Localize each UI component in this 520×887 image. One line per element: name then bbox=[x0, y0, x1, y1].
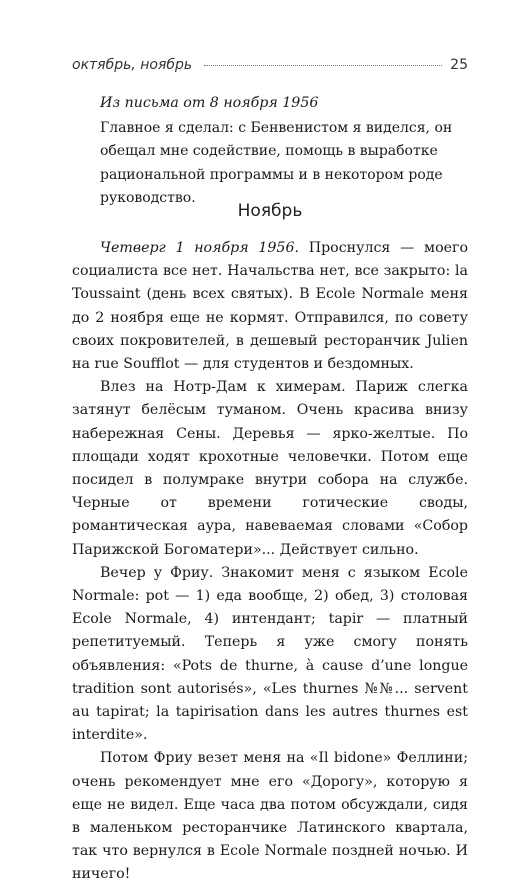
running-title: октябрь, ноябрь bbox=[72, 57, 193, 73]
paragraph-text: . Проснулся — моего социалиста все нет. Начальства нет, все закрыто: la Toussaint (день всех святых). В Ecole Normale меня до 2 ноября еще не кормят. Отправился, по совету своих покровителей, в дешевый ресторанчик Julien на rue Soufflot — для студентов и бездомных. bbox=[72, 240, 468, 373]
letter-text: Главное я сделал: с Бенвенистом я виделся, он обещал мне содействие, помощь в выработке рациональной программы и в некотором роде руководство. bbox=[100, 120, 453, 206]
entry-date: Четверг 1 ноября 1956 bbox=[100, 240, 295, 256]
paragraph bbox=[72, 237, 468, 376]
paragraph: Потом Фриу везет меня на «Il bidone» Феллини; очень рекомендует мне его «Дорогу», которую я еще не видел. Еще часа два потом обсуждали, сидя в маленьком ресторанчике Латинского квартала, так что вернулся в Ecole Normale поздней ночью. И ничего! bbox=[72, 750, 468, 883]
diary-text bbox=[72, 237, 468, 887]
dotted-leader bbox=[204, 65, 442, 66]
letter-excerpt bbox=[72, 92, 468, 210]
paragraph: Влез на Нотр-Дам к химерам. Париж слегка затянут белёсым туманом. Очень красива внизу набережная Сены. Деревья — ярко-желтые. По площади ходят крохотные человечки. Потом еще посидел в полумраке внутри собора на службе. Черные от времени готические своды, романтическая аура, навеваемая словами «Собор Парижской Богоматери»... Действует сильно. bbox=[72, 379, 468, 558]
page-number: 25 bbox=[450, 57, 468, 73]
section-title: Ноябрь bbox=[237, 201, 303, 221]
letter-heading: Из письма от 8 ноября 1956 bbox=[100, 95, 319, 111]
paragraph: Вечер у Фриу. Знакомит меня с языком Ecole Normale: pot — 1) еда вообще, 2) обед, 3) столовая Ecole Normale, 4) интендант; tapir — платный репетитуемый. Теперь я уже смогу понять объявления: «Pots de thurne, à cause d’une longue tradition sont autorisés», «Les thurnes №№... servent au tapirat; la tapirisation dans les autres thurnes est interdite». bbox=[72, 564, 468, 744]
running-header bbox=[72, 57, 468, 79]
